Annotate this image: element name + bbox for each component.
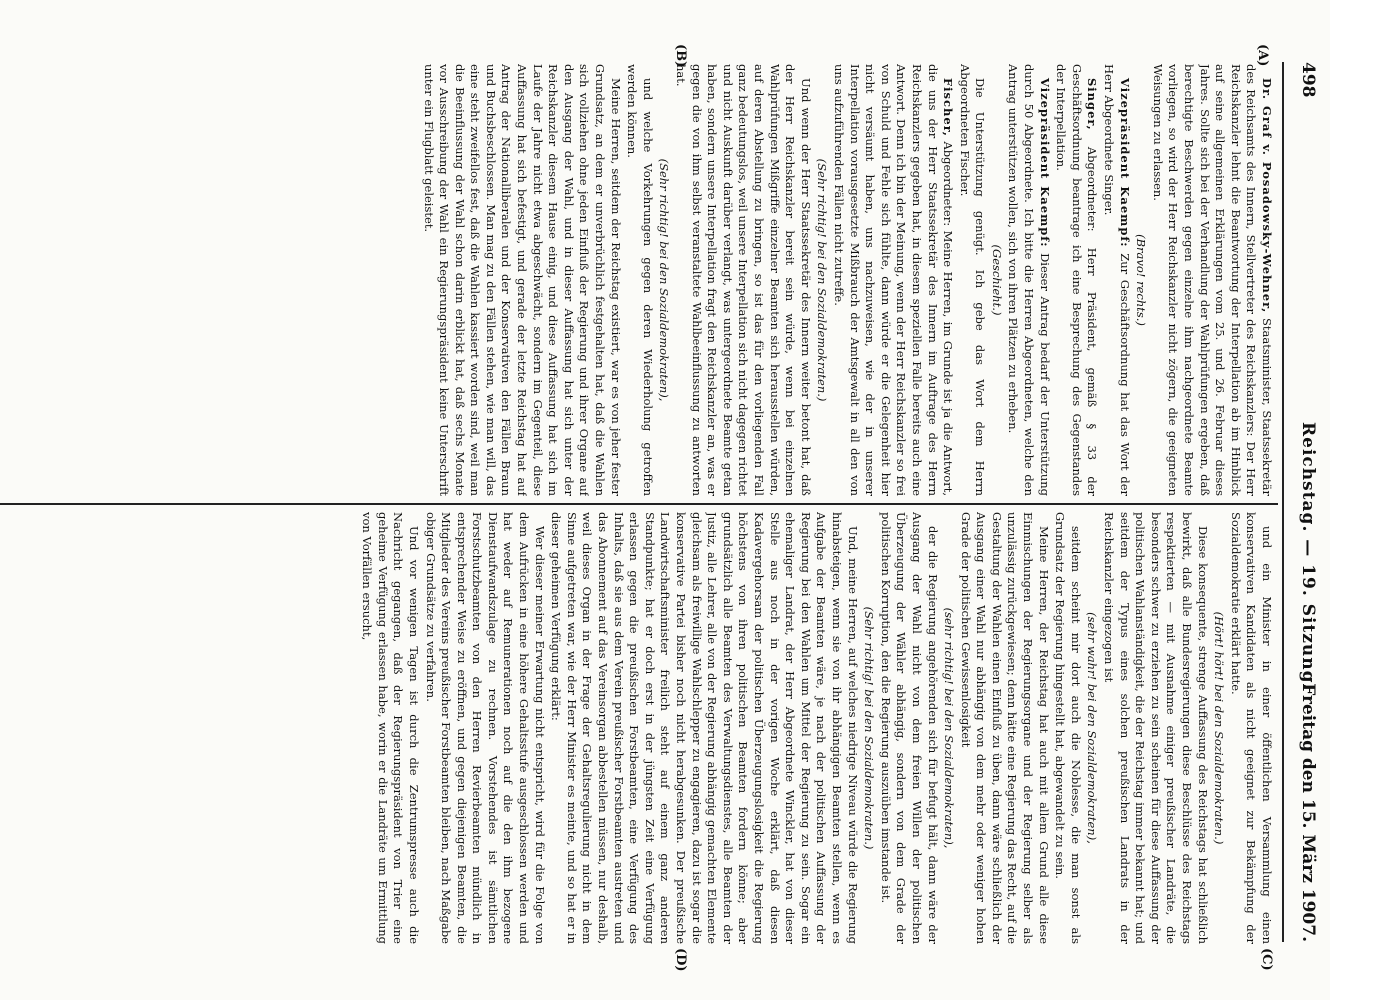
stage-direction: (Hört! hört! bei den Sozialdemokraten.) bbox=[1212, 611, 1227, 845]
stage-direction: (sehr richtig! bei den Sozialdemokraten), bbox=[942, 607, 957, 849]
margin-mark-b: (B) bbox=[673, 44, 688, 68]
paragraph-text: Die Unterstützung genügt. Ich gebe das Wort dem Herrn Abgeordneten Fischer. bbox=[957, 64, 988, 496]
paragraph-text: Meine Herren, der Reichstag hat auch mit allem Grund alle diese Einmischungen der Regierungsorgane und der Regierung selber als unzulässig zurückgewiesen; denn hätte eine Regierung das Recht, auf die Gestaltung der Wahlen einen Einfluß zu üben, dann wäre schließlich der Ausgang einer Wahl nur abhängig von dem mehr oder weniger hohen Grade der politischen Gewissenlosigkeit bbox=[958, 512, 1051, 944]
paragraph-text: seitdem scheint mir dort auch die Noblesse, die man sonst als Grundsatz der Regierung hingestellt hat, abgewandelt zu sein. bbox=[1053, 512, 1083, 944]
paragraph bbox=[420, 64, 623, 496]
paragraph-text: Abgeordneter: Meine Herren, im Grunde ist ja die Antwort, die uns der Herr Staatssekretär des Innern im Auftrage des Herrn Reichskanzlers gegeben hat, in diesem speziellen Falle bereits auch eine Antwort. Denn ich bin der Meinung, wenn der Herr Reichskanzler so frei von Schuld und Fehle sich fühlte, dann würde er die Gelegenheit hier nicht versäumt haben, uns nachzuweisen, wie der in unserer Interpellation vorausgesetzte Mißbrauch der Amtsgewalt in all den von uns aufzuführenden Fällen nicht zutreffe. bbox=[831, 64, 956, 496]
left-text-column bbox=[4, 64, 1274, 496]
paragraph bbox=[1100, 512, 1209, 944]
margin-mark-d: (D) bbox=[673, 948, 688, 972]
stage-direction: (Sehr richtig! bei den Sozialdemokraten), bbox=[657, 158, 672, 402]
stage-direction: (Bravo! rechts.) bbox=[1134, 234, 1149, 326]
speaker-name: Fischer, bbox=[941, 78, 956, 137]
right-text-column bbox=[4, 512, 1274, 944]
paragraph-text: und ein Minister in einer öffentlichen Versammlung einen konservativen Kandidaten als nicht geeignet zur Bekämpfung der Sozialdemokratie erklärt hatte. bbox=[1228, 512, 1274, 944]
page-header bbox=[1288, 62, 1318, 942]
header-rule bbox=[1282, 62, 1284, 942]
paragraph bbox=[877, 512, 939, 944]
paragraph-text: Staatsminister, Staatssekretär des Reichsamts des Innern, Stellvertreter des Reichskanzlers: Der Herr Reichskanzler lehnt die Beantwortung der Interpellation ab im Hinblick auf seine allgemeinen Erklärungen vom 25. und 26. Februar dieses Jahres. Sollte sich bei der Verhandlung der Wahlprüfungen ergeben, daß berechtigte Beschwerden gegen einzelne ihm nachgeordnete Beamte vorliegen, so wird der Herr Reichskanzler nicht zögern, die geeigneten Weisungen zu erlassen. bbox=[1150, 64, 1274, 496]
paragraph-text: Und, meine Herren, auf welches niedrige Niveau würde die Regierung hinabsteigen, wenn sie von ihr abhängigen Beamten stellen, wenn es Aufgabe der Beamten wäre, je nach der politischen Auffassung der Regierung bei den Wahlen um Mittel der Regierung zu sein. Sogar ein ehemaliger Landrat, der Herr Abgeordnete Winckler, hat von dieser Stelle aus noch in der vorigen Woche erklärt, daß diesen Kadavergehorsam der politischen Überzeugungslosigkeit die Regierung höchstens von ihren politischen Beamten fordern könne; aber grundsätzlich alle Beamten des Verwaltungsdienstes, alle Beamten der Justiz, alle Lehrer, alle von der Regierung abhängig gemachten Elemente gleichsam als freiwillige Wahlschlepper zu engagieren, dazu ist sogar die konservative Partei bisher noch nicht herabgesunken. Der preußische Landwirtschaftsminister freilich steht auf einem ganz anderen Standpunkte; hat er doch erst in der jüngsten Zeit eine Verfügung erlassen gegen die preußischen Forstbeamten, eine Verfügung des Inhalts, daß sie aus dem Verein preußischer Forstbeamten austreten und das Abonnement auf das Vereinsorgan abbestellen müssen, nur deshalb, weil dieses Organ in der Frage der Gehaltsregulierung nicht in dem Sinne aufgetreten war, wie der Herr Minister es meinte, und so hat er in dieser geheimen Verfügung erklärt: bbox=[549, 512, 860, 944]
paragraph-text: der die Regierung angehörenden sich für befugt hält, dann wäre der Ausgang der Wahl nicht von dem freien Willen der politischen Überzeugung der Wähler abhängig, sondern von dem Grade der politischen Korruption, den die Regierung auszuüben imstande ist. bbox=[878, 512, 940, 944]
paragraph bbox=[1005, 64, 1052, 496]
paragraph bbox=[1149, 64, 1274, 496]
paragraph bbox=[956, 64, 987, 496]
paragraph bbox=[1100, 64, 1131, 496]
stage-direction: (Sehr richtig! bei den Sozialdemokraten.) bbox=[815, 158, 830, 402]
stage-direction: (sehr wahr! bei den Sozialdemokraten), bbox=[1085, 612, 1100, 844]
paragraph-text: Abgeordneter: Herr Präsident, gemäß § 33 der Geschäftsordnung beantrage ich eine Besprechung des Gegenstandes der Interpellation. bbox=[1054, 64, 1100, 496]
paragraph-text: Und vor wenigen Tagen ist durch die Zentrumspresse auch die Nachricht gegangen, daß der Regierungspräsident von Trier eine geheime Verfügung erlassen habe, worin er die Landräte um Ermittlung von Vorfällen ersucht, bbox=[360, 512, 421, 944]
speaker-name: Vizepräsident Kaempf: bbox=[1117, 78, 1132, 248]
paragraph-text: Und wenn der Herr Staatssekretär des Innern weiter betont hat, daß der Herr Reichskanzler bereit sein würde, wenn bei einzelnen Wahlprüfungen Mißgriffe einzelner Beamten sich herausstellen würden, auf deren Abstellung zu bringen, so ist das für den vorliegenden Fall ganz bedeutungslos, weil unsere Interpellation sich nicht dagegen richtet und nicht Auskunft darüber verlangt, was untergeordnete Beamte getan haben, sondern unsere Interpellation fragt den Reichskanzler an, was er gegen die von ihm selbst veranstaltete Wahlbeeinflussung zu antworten hat. bbox=[674, 64, 813, 496]
paragraph bbox=[1227, 512, 1274, 944]
margin-mark-a: (A) bbox=[1255, 44, 1270, 67]
page-title: Reichstag. — 19. Sitzung. bbox=[1298, 422, 1318, 691]
speaker-name: Vizepräsident Kaempf: bbox=[1037, 78, 1052, 248]
paragraph bbox=[422, 512, 547, 944]
paragraph bbox=[672, 64, 812, 496]
paragraph bbox=[359, 512, 421, 944]
margin-mark-c: (C) bbox=[1259, 948, 1274, 971]
page-date: Freitag den 15. März 1907. bbox=[1298, 683, 1318, 942]
paragraph bbox=[548, 512, 860, 944]
speaker-name: Singer, bbox=[1085, 78, 1100, 131]
paragraph bbox=[1052, 512, 1083, 944]
paragraph-text: und welche Vorkehrungen gegen deren Wiederholung getroffen werden können. bbox=[625, 64, 655, 496]
paragraph-text: Zur Geschäftsordnung hat das Wort der Herr Abgeordnete Singer. bbox=[1102, 64, 1132, 496]
paragraph-text: Diese konsequente, strenge Auffassung des Reichstags hat schließlich bewirkt, daß alle Bundesregierungen diese Beschlüsse des Reichstags respektierten — mit Ausnahme einiger preußischer Landräte, die besonders schwer zu erziehen zu sein scheinen für diese Auffassung der politischen Wahlanständigkeit, die der Reichstag immer bekannt hat; und seitdem der Typus eines solchen preußischen Landrats in der Reichskanzler eingezogen ist bbox=[1102, 512, 1210, 944]
stage-direction: (Sehr richtig! bei den Sozialdemokraten.) bbox=[862, 606, 877, 850]
paragraph bbox=[624, 64, 655, 496]
paragraph-text: Dieser Antrag bedarf der Unterstützung durch 50 Abgeordnete. Ich bitte die Herren Abgeordneten, welche den Antrag unterstützen wollen, sich von ihren Plätzen zu erheben. bbox=[1006, 64, 1052, 496]
stage-direction: (Geschieht.) bbox=[989, 244, 1004, 316]
speaker-name: Dr. Graf v. Posadowsky-Wehner, bbox=[1260, 78, 1274, 314]
paragraph-text: Meine Herren, seitdem der Reichstag existiert, war es von jeher fester Grundsatz, an dem er unverbrüchlich festgehalten hat, daß die Wahlen sich vollziehen ohne jeden Einfluß der Regierung und ihrer Organe auf den Ausgang der Wahl, und in dieser Auffassung hat sich unter der Reichskanzler diesem Hause einig, und diese Auffassung hat sich im Laufe der Jahre nicht etwa abgeschwächt, sondern im Gegenteil, diese Auffassung hat sich befestigt, und gerade der letzte Reichstag hat auf Antrag der Nationalliberalen und der Konservativen den Fällen Braun und Buchsbeschlossen. Man mag zu den Fällen stehen, wie man will, das eine steht zweifellos fest, daß die Wahlen kassiert worden sind, weil man die Beeinflussung der Wahl schon darin erblickt hat, daß sechs Monate vor Ausschreibung der Wahl ein Regierungspräsident keine Unterschrift unter ein Flugblatt geleistet. bbox=[421, 64, 623, 496]
paragraph bbox=[1053, 64, 1100, 496]
page-number: 498 bbox=[1298, 62, 1318, 98]
paragraph bbox=[830, 64, 955, 496]
paragraph-text: Wer dieser meiner Erwartung nicht entspricht, wird für die Folge von dem Aufrücken in eine höhere Gehaltsstufe ausgeschlossen werden und hat weder auf Remunerationen noch auf die den ihm bezogene Dienstaufwandszulage zu rechnen. Vorstehendes ist sämtlichen Forstschutzbeamten von den Herren Revierbeamten mündlich in entsprechender Weise zu eröffnen, und gegen diejenigen Beamten, die Mitglieder des Vereins preußischer Forstbeamten bleiben, nach Maßgabe obiger Grundsätze zu verfahren. bbox=[423, 512, 547, 944]
column-divider bbox=[0, 503, 1278, 505]
paragraph bbox=[957, 512, 1051, 944]
